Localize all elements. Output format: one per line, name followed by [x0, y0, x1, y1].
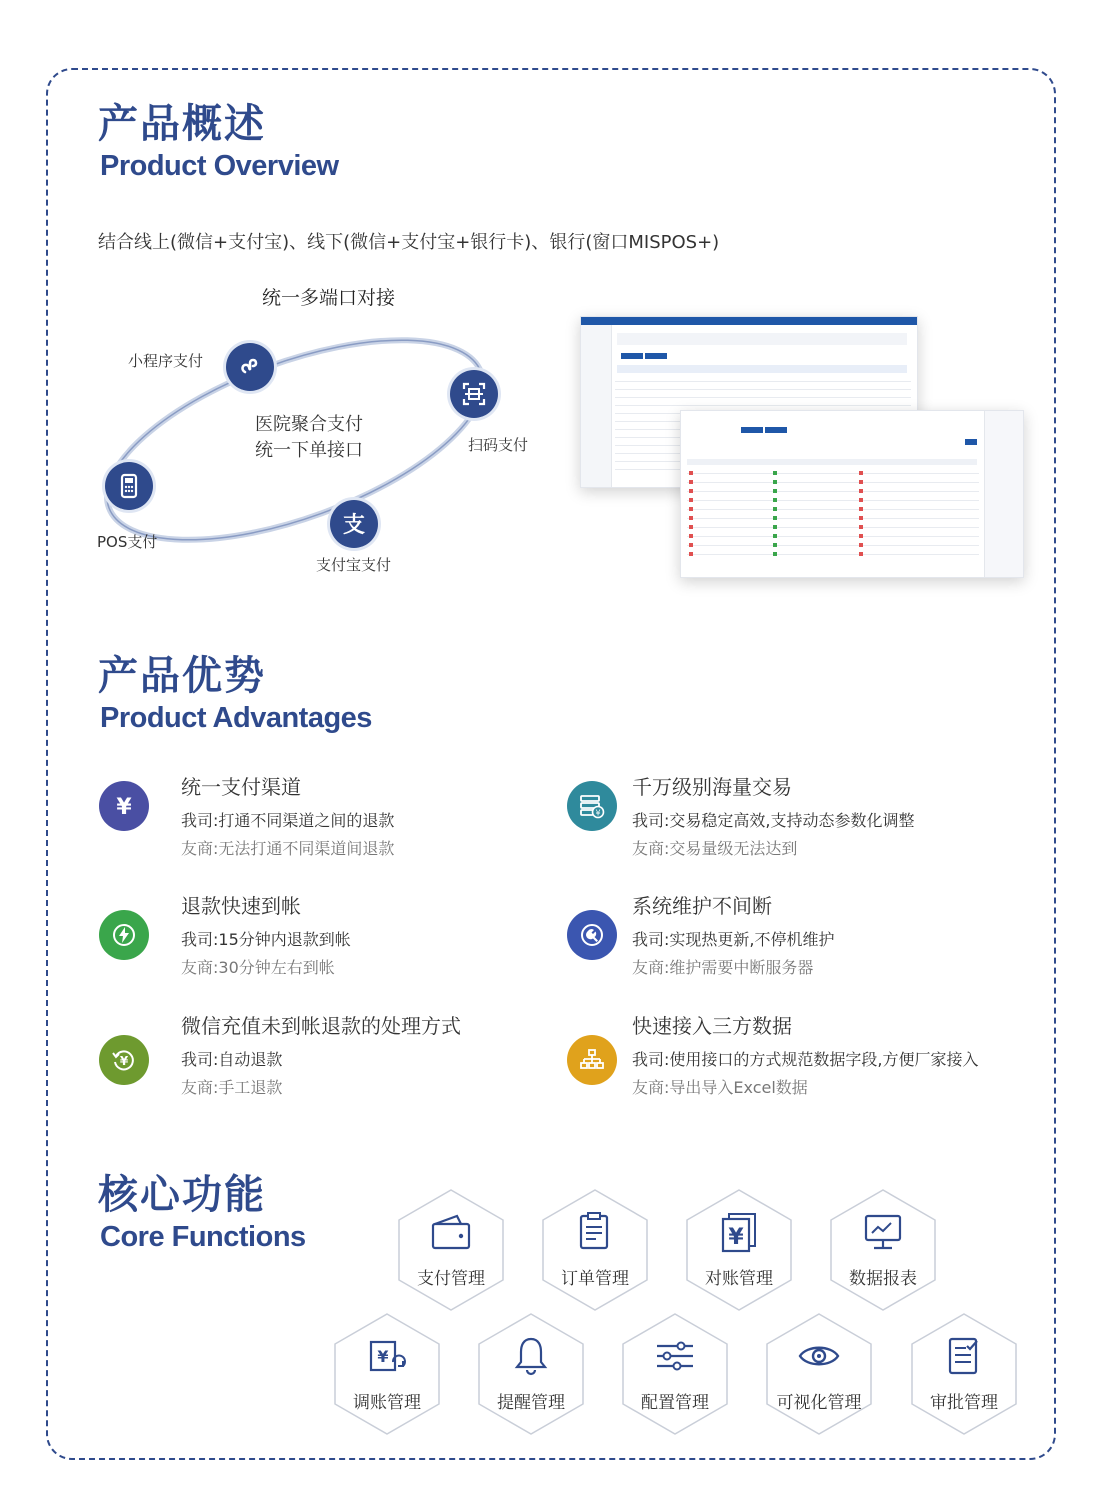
- pos-label: POS支付: [97, 533, 158, 551]
- function-label: 审批管理: [930, 1393, 998, 1413]
- core-title-cn: 核心功能: [98, 1172, 266, 1218]
- advantage-ours: 我司:使用接口的方式规范数据字段,方便厂家接入: [632, 1050, 979, 1069]
- scan-icon: [461, 381, 487, 407]
- overview-title-cn: 产品概述: [98, 101, 266, 147]
- function-reports[interactable]: [829, 1188, 937, 1312]
- advantages-title-en: Product Advantages: [100, 702, 372, 734]
- function-orders[interactable]: [541, 1188, 649, 1312]
- pos-terminal-icon: [116, 473, 142, 499]
- function-payment[interactable]: [397, 1188, 505, 1312]
- core-title-en: Core Functions: [100, 1221, 306, 1253]
- overview-title-en: Product Overview: [100, 150, 339, 182]
- function-reconcile[interactable]: [685, 1188, 793, 1312]
- advantage-theirs: 友商:维护需要中断服务器: [632, 958, 814, 977]
- center-label: [255, 412, 363, 464]
- function-label: 提醒管理: [497, 1393, 565, 1413]
- lightning-icon: [99, 910, 149, 960]
- function-label: 数据报表: [849, 1269, 917, 1289]
- function-label: 对账管理: [705, 1269, 773, 1289]
- advantage-theirs: 友商:导出导入Excel数据: [632, 1078, 808, 1097]
- function-label: 订单管理: [561, 1269, 629, 1289]
- overview-intro: 结合线上(微信+支付宝)、线下(微信+支付宝+银行卡)、银行(窗口MISPOS+): [98, 232, 720, 253]
- function-reminder[interactable]: [477, 1312, 585, 1436]
- function-label: 调账管理: [353, 1393, 421, 1413]
- miniprogram-icon: [237, 354, 263, 380]
- function-visual[interactable]: [765, 1312, 873, 1436]
- pos-node: [105, 462, 153, 510]
- yen-icon: [99, 781, 149, 831]
- advantage-title: 千万级别海量交易: [632, 775, 792, 799]
- approve-doc-icon: [942, 1334, 986, 1378]
- function-label: 支付管理: [417, 1269, 485, 1289]
- order-list-icon: [573, 1210, 617, 1254]
- advantage-theirs: 友商:无法打通不同渠道间退款: [181, 839, 395, 858]
- function-label: 配置管理: [641, 1393, 709, 1413]
- reconcile-yen-icon: [717, 1210, 761, 1254]
- advantage-title: 快速接入三方数据: [632, 1014, 792, 1038]
- alipay-node: [330, 500, 378, 548]
- function-adjust[interactable]: [333, 1312, 441, 1436]
- alipay-label: 支付宝支付: [316, 556, 392, 574]
- advantage-title: 统一支付渠道: [181, 775, 301, 799]
- hierarchy-icon: [567, 1035, 617, 1085]
- advantage-ours: 我司:打通不同渠道之间的退款: [181, 811, 395, 830]
- advantage-ours: 我司:自动退款: [181, 1050, 283, 1069]
- scan-node: [450, 370, 498, 418]
- advantage-ours: 我司:15分钟内退款到帐: [181, 930, 351, 949]
- function-approval[interactable]: [910, 1312, 1018, 1436]
- adjust-yen-icon: [365, 1334, 409, 1378]
- admin-screenshot-front: [680, 410, 1024, 578]
- miniprogram-label: 小程序支付: [128, 352, 204, 370]
- advantage-theirs: 友商:手工退款: [181, 1078, 283, 1097]
- sliders-icon: [653, 1334, 697, 1378]
- scan-label: 扫码支付: [468, 436, 529, 454]
- advantage-title: 微信充值未到帐退款的处理方式: [181, 1014, 461, 1038]
- wallet-icon: [429, 1210, 473, 1254]
- refund-yen-icon: [99, 1035, 149, 1085]
- svg-text:¥: ¥: [595, 808, 601, 818]
- advantages-title-cn: 产品优势: [98, 653, 266, 699]
- svg-text:¥: ¥: [377, 1347, 389, 1366]
- advantage-title: 退款快速到帐: [181, 894, 301, 918]
- svg-text:¥: ¥: [119, 1054, 129, 1068]
- chart-monitor-icon: [861, 1210, 905, 1254]
- miniprogram-node: [226, 343, 274, 391]
- database-yen-icon: [567, 781, 617, 831]
- advantage-ours: 我司:实现热更新,不停机维护: [632, 930, 835, 949]
- svg-text:支: 支: [342, 513, 366, 538]
- advantage-theirs: 友商:交易量级无法达到: [632, 839, 798, 858]
- svg-text:¥: ¥: [116, 795, 132, 819]
- center-line2: 统一下单接口: [255, 440, 363, 461]
- alipay-icon: [340, 510, 368, 538]
- bell-icon: [509, 1334, 553, 1378]
- wrench-icon: [567, 910, 617, 960]
- diagram-title: 统一多端口对接: [262, 287, 396, 309]
- advantage-title: 系统维护不间断: [632, 894, 772, 918]
- svg-text:¥: ¥: [728, 1225, 744, 1250]
- advantage-theirs: 友商:30分钟左右到帐: [181, 958, 335, 977]
- center-line1: 医院聚合支付: [255, 414, 363, 435]
- function-config[interactable]: [621, 1312, 729, 1436]
- advantage-ours: 我司:交易稳定高效,支持动态参数化调整: [632, 811, 915, 830]
- function-label: 可视化管理: [776, 1393, 862, 1413]
- eye-icon: [797, 1334, 841, 1378]
